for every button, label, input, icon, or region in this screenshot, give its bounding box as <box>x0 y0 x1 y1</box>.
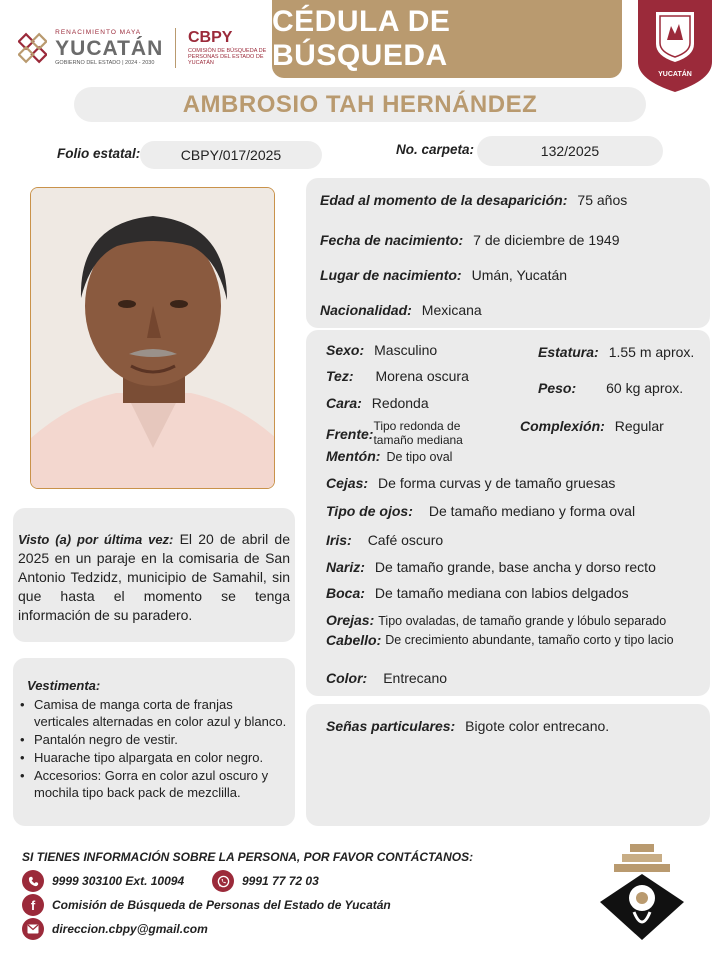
whatsapp-contact[interactable] <box>212 870 319 892</box>
nariz-label: Nariz: <box>326 559 365 575</box>
complexion-label: Complexión: <box>520 418 605 434</box>
orejas-label: Orejas: <box>326 612 375 628</box>
boca-label: Boca: <box>326 585 365 601</box>
estatura-value: 1.55 m aprox. <box>608 344 695 360</box>
sexo-value: Masculino <box>374 342 438 358</box>
cbpy-acronym: CBPY <box>188 28 233 46</box>
folio-label: Folio estatal: <box>57 146 141 161</box>
clothing-list <box>18 696 290 802</box>
iris-value: Café oscuro <box>367 532 444 548</box>
cbpy-subtitle: COMISIÓN DE BÚSQUEDA DE PERSONAS DEL ESTADO DE YUCATÁN <box>188 47 267 67</box>
cejas-value: De forma curvas y de tamaño gruesas <box>378 475 616 491</box>
page-title: CÉDULA DE BÚSQUEDA <box>272 5 451 72</box>
tez-value: Morena oscura <box>375 368 469 384</box>
fecha-label: Fecha de nacimiento: <box>320 232 464 248</box>
cejas-label: Cejas: <box>326 475 369 491</box>
complexion-value: Regular <box>614 418 664 434</box>
email-contact[interactable] <box>22 918 208 940</box>
cabello-value: De crecimiento abundante, tamaño corto y tipo lacio <box>385 632 674 647</box>
list-item: • Huarache tipo alpargata en color negro. <box>18 749 290 766</box>
person-name: AMBROSIO TAH HERNÁNDEZ <box>182 90 538 118</box>
peso-value: 60 kg aprox. <box>606 380 684 396</box>
sexo-label: Sexo: <box>326 342 365 358</box>
name-banner <box>74 87 646 122</box>
list-item: • Pantalón negro de vestir. <box>18 731 290 748</box>
frente-value: Tipo redonda de tamaño mediana <box>373 419 463 447</box>
menton-label: Mentón: <box>326 448 381 464</box>
title-banner <box>272 0 622 78</box>
features-panel <box>306 330 710 696</box>
contact-heading: SI TIENES INFORMACIÓN SOBRE LA PERSONA, POR FAVOR CONTÁCTANOS: <box>22 850 474 864</box>
color-label: Color: <box>326 670 368 686</box>
folio-value: CBPY/017/2025 <box>180 147 282 163</box>
ojos-label: Tipo de ojos: <box>326 503 413 519</box>
senas-panel <box>306 704 710 826</box>
lugar-value: Umán, Yucatán <box>471 267 568 283</box>
menton-value: De tipo oval <box>386 450 453 464</box>
whatsapp-icon <box>212 870 234 892</box>
phone-icon <box>22 870 44 892</box>
email-icon <box>22 918 44 940</box>
frente-label: Frente: <box>326 425 374 442</box>
cbpy-emblem-icon <box>592 840 692 940</box>
peso-label: Peso: <box>538 380 577 396</box>
cara-value: Redonda <box>371 395 429 411</box>
gov-name: YUCATÁN <box>55 37 164 60</box>
person-photo <box>30 187 275 489</box>
folio-pill <box>140 141 322 169</box>
facebook-contact[interactable] <box>22 894 391 916</box>
crest-label: YUCATÁN <box>658 71 692 78</box>
portrait-illustration <box>31 188 275 489</box>
header-divider <box>175 28 176 68</box>
senas-value: Bigote color entrecano. <box>465 718 610 734</box>
cabello-label: Cabello: <box>326 632 382 648</box>
list-item: • Camisa de manga corta de franjas verticales alternadas en color azul y blanco. <box>18 696 290 730</box>
list-item: • Accesorios: Gorra en color azul oscuro y mochila tipo back pack de mezclilla. <box>18 767 290 801</box>
last-seen-text <box>18 530 290 625</box>
lugar-label: Lugar de nacimiento: <box>320 267 462 283</box>
color-value: Entrecano <box>383 670 448 686</box>
boca-value: De tamaño mediana con labios delgados <box>374 585 629 601</box>
maya-pattern-icon <box>18 28 47 68</box>
gov-tagline: RENACIMIENTO MAYA <box>55 28 142 36</box>
edad-value: 75 años <box>577 192 628 208</box>
email-address: direccion.cbpy@gmail.com <box>52 922 208 936</box>
ojos-value: De tamaño mediano y forma oval <box>428 503 636 519</box>
yucatan-crest-icon <box>638 0 712 92</box>
tez-label: Tez: <box>326 368 354 384</box>
facebook-icon: f <box>22 894 44 916</box>
phone-number: 9999 303100 Ext. 10094 <box>52 874 185 888</box>
senas-label: Señas particulares: <box>326 718 456 734</box>
nacionalidad-value: Mexicana <box>421 302 482 318</box>
edad-label: Edad al momento de la desaparición: <box>320 192 568 208</box>
clothing-title: Vestimenta: <box>27 678 101 693</box>
nacionalidad-label: Nacionalidad: <box>320 302 412 318</box>
carpeta-label: No. carpeta: <box>396 142 475 157</box>
gov-subtitle: GOBIERNO DEL ESTADO | 2024 - 2030 <box>55 60 155 66</box>
last-seen-label: Visto (a) por última vez: <box>18 532 174 547</box>
orejas-value: Tipo ovaladas, de tamaño grande y lóbulo separado <box>378 614 667 628</box>
facebook-name: Comisión de Búsqueda de Personas del Estado de Yucatán <box>52 898 391 912</box>
estatura-label: Estatura: <box>538 344 599 360</box>
carpeta-value: 132/2025 <box>540 143 600 159</box>
iris-label: Iris: <box>326 532 352 548</box>
fecha-value: 7 de diciembre de 1949 <box>473 232 620 248</box>
whatsapp-number: 9991 77 72 03 <box>242 874 319 888</box>
phone-contact[interactable] <box>22 870 184 892</box>
nariz-value: De tamaño grande, base ancha y dorso recto <box>374 559 656 575</box>
general-info-panel <box>306 178 710 328</box>
yucatan-government-logo <box>18 26 268 70</box>
carpeta-pill <box>477 136 663 166</box>
cara-label: Cara: <box>326 395 362 411</box>
last-seen-value: El 20 de abril de 2025 en un paraje en la comisaria de San Antonio Tedzidz, municipio de Samahil, sin que hasta el momento se tenga información de su paradero. <box>18 531 291 623</box>
